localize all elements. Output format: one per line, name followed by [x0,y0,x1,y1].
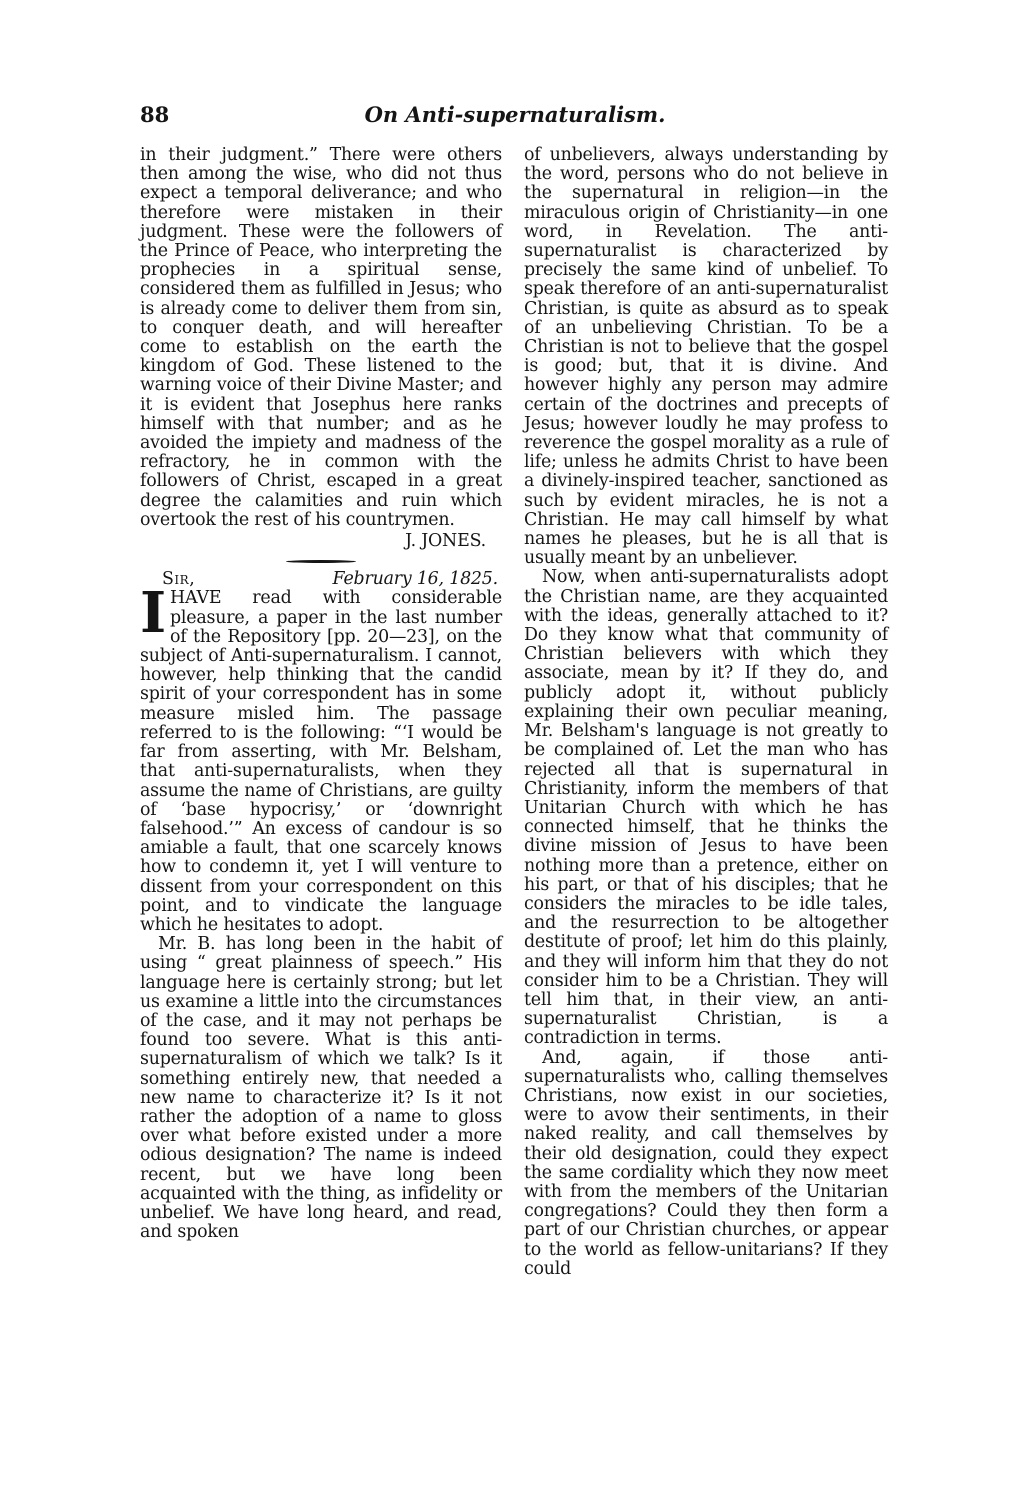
page-number: 88 [140,102,170,127]
paragraph: And, again, if those anti-supernaturalists who, calling themselves Christians, now exist in our societies, were to avow their sentiments, in their naked reality, and call themselves by their old designation, could they expect the same cordiality which they now meet with from the members of the Unitarian congregations? Could they then form a part of our Christian churches, or appear to the world as fellow-unitarians? If they could [524,1047,888,1279]
paragraph: Mr. B. has long been in the habit of using “ great plainness of speech.” His language here is certainly strong; but let us examine a little into the circumstances of the case, and it may not perhaps be found too severe. What is this anti-supernaturalism of which we talk? Is it something entirely new, that needed a new name to characterize it? Is it not rather the adoption of a name to gloss over what before existed under a more odious designation? The name is indeed recent, but we have long been acquainted with the thing, as infidelity or unbelief. We have long heard, and read, and spoken [140,934,502,1243]
lead-word: HAVE [170,588,222,609]
paragraph-text: read with considerable pleasure, a paper in the last number of the Repository [pp. 20—23], on the subject of Anti-supernaturalism. I cannot, however, help thinking that the candid spirit of your correspondent has in some measure misled him. The passage referred to is the following: “‘I would be far from asserting, with Mr. Belsham, that anti-supernaturalists, when they assume the name of Christians, are guilty of ‘base hypocrisy,’ or ‘downright falsehood.’” An excess of candour is so amiable a fault, that one scarcely knows how to condemn it, yet I will venture to dissent from your correspondent on this point, and to vindicate the language which he hesitates to adopt. [140,588,502,935]
left-column [140,146,502,1242]
dateline: February 16, 1825. [332,569,498,590]
paragraph: in their judgment.” There were others then among the wise, who did not thus expect a temporal deliverance; and who therefore were mistaken in their judgment. These were the followers of the Prince of Peace, who interpreting the prophecies in a spiritual sense, considered them as fulfilled in Jesus; who is already come to deliver them from sin, to conquer death, and will hereafter come to establish on the earth the kingdom of God. These listened to the warning voice of their Divine Master; and it is evident that Josephus here ranks himself with that number; and as he avoided the impiety and madness of the refractory, he in common with the followers of Christ, escaped in a great degree the calamities and ruin which overtook the rest of his countrymen. [140,145,502,530]
signature: J. JONES. [405,531,486,552]
letter-heading [140,570,502,589]
paragraph [140,580,502,935]
running-head: On Anti-supernaturalism. [364,102,666,127]
paragraph: Now, when anti-supernaturalists adopt the Christian name, are they acquainted with the ideas, generally attached to it? Do they know what that community of Christian believers with which they associate, mean by it? If they do, and publicly adopt it, without publicly explaining their own peculiar meaning, Mr. Belsham's language is not greatly to be complained of. Let the man who has rejected all that is supernatural in Christianity, inform the members of that Unitarian Church with which he has connected himself, that he thinks the divine mission of Jesus to have been nothing more than a pretence, either on his part, or that of his disciples; that he considers the miracles to be idle tales, and the resurrection to be altogether destitute of proof; let him do this plainly, and they will inform him that they do not consider him to be a Christian. They will tell him that, in their view, an anti-supernaturalist Christian, is a contradiction in terms. [524,567,888,1049]
page-header [140,102,890,132]
drop-cap: I [140,580,166,647]
salutation: Sir, [162,569,196,590]
paragraph: of unbelievers, always understanding by the word, persons who do not believe in the supernatural in religion—in the miraculous origin of Christianity—in one word, in Revelation. The anti-supernaturalist is characterized by precisely the same kind of unbelief. To speak therefore of an anti-supernaturalist Christian, is quite as absurd as to speak of an unbelieving Christian. To be a Christian is not to believe that the gospel is good; but, that it is divine. And however highly any person may admire certain of the doctrines and precepts of Jesus; however loudly he may profess to reverence the gospel morality as a rule of life; unless he admits Christ to have been a divinely-inspired teacher, sanctioned as such by evident miracles, he is not a Christian. He may call himself by what names he pleases, but he is all that is usually meant by an unbeliever. [524,145,888,569]
right-column [524,146,888,1279]
section-divider [286,560,356,563]
